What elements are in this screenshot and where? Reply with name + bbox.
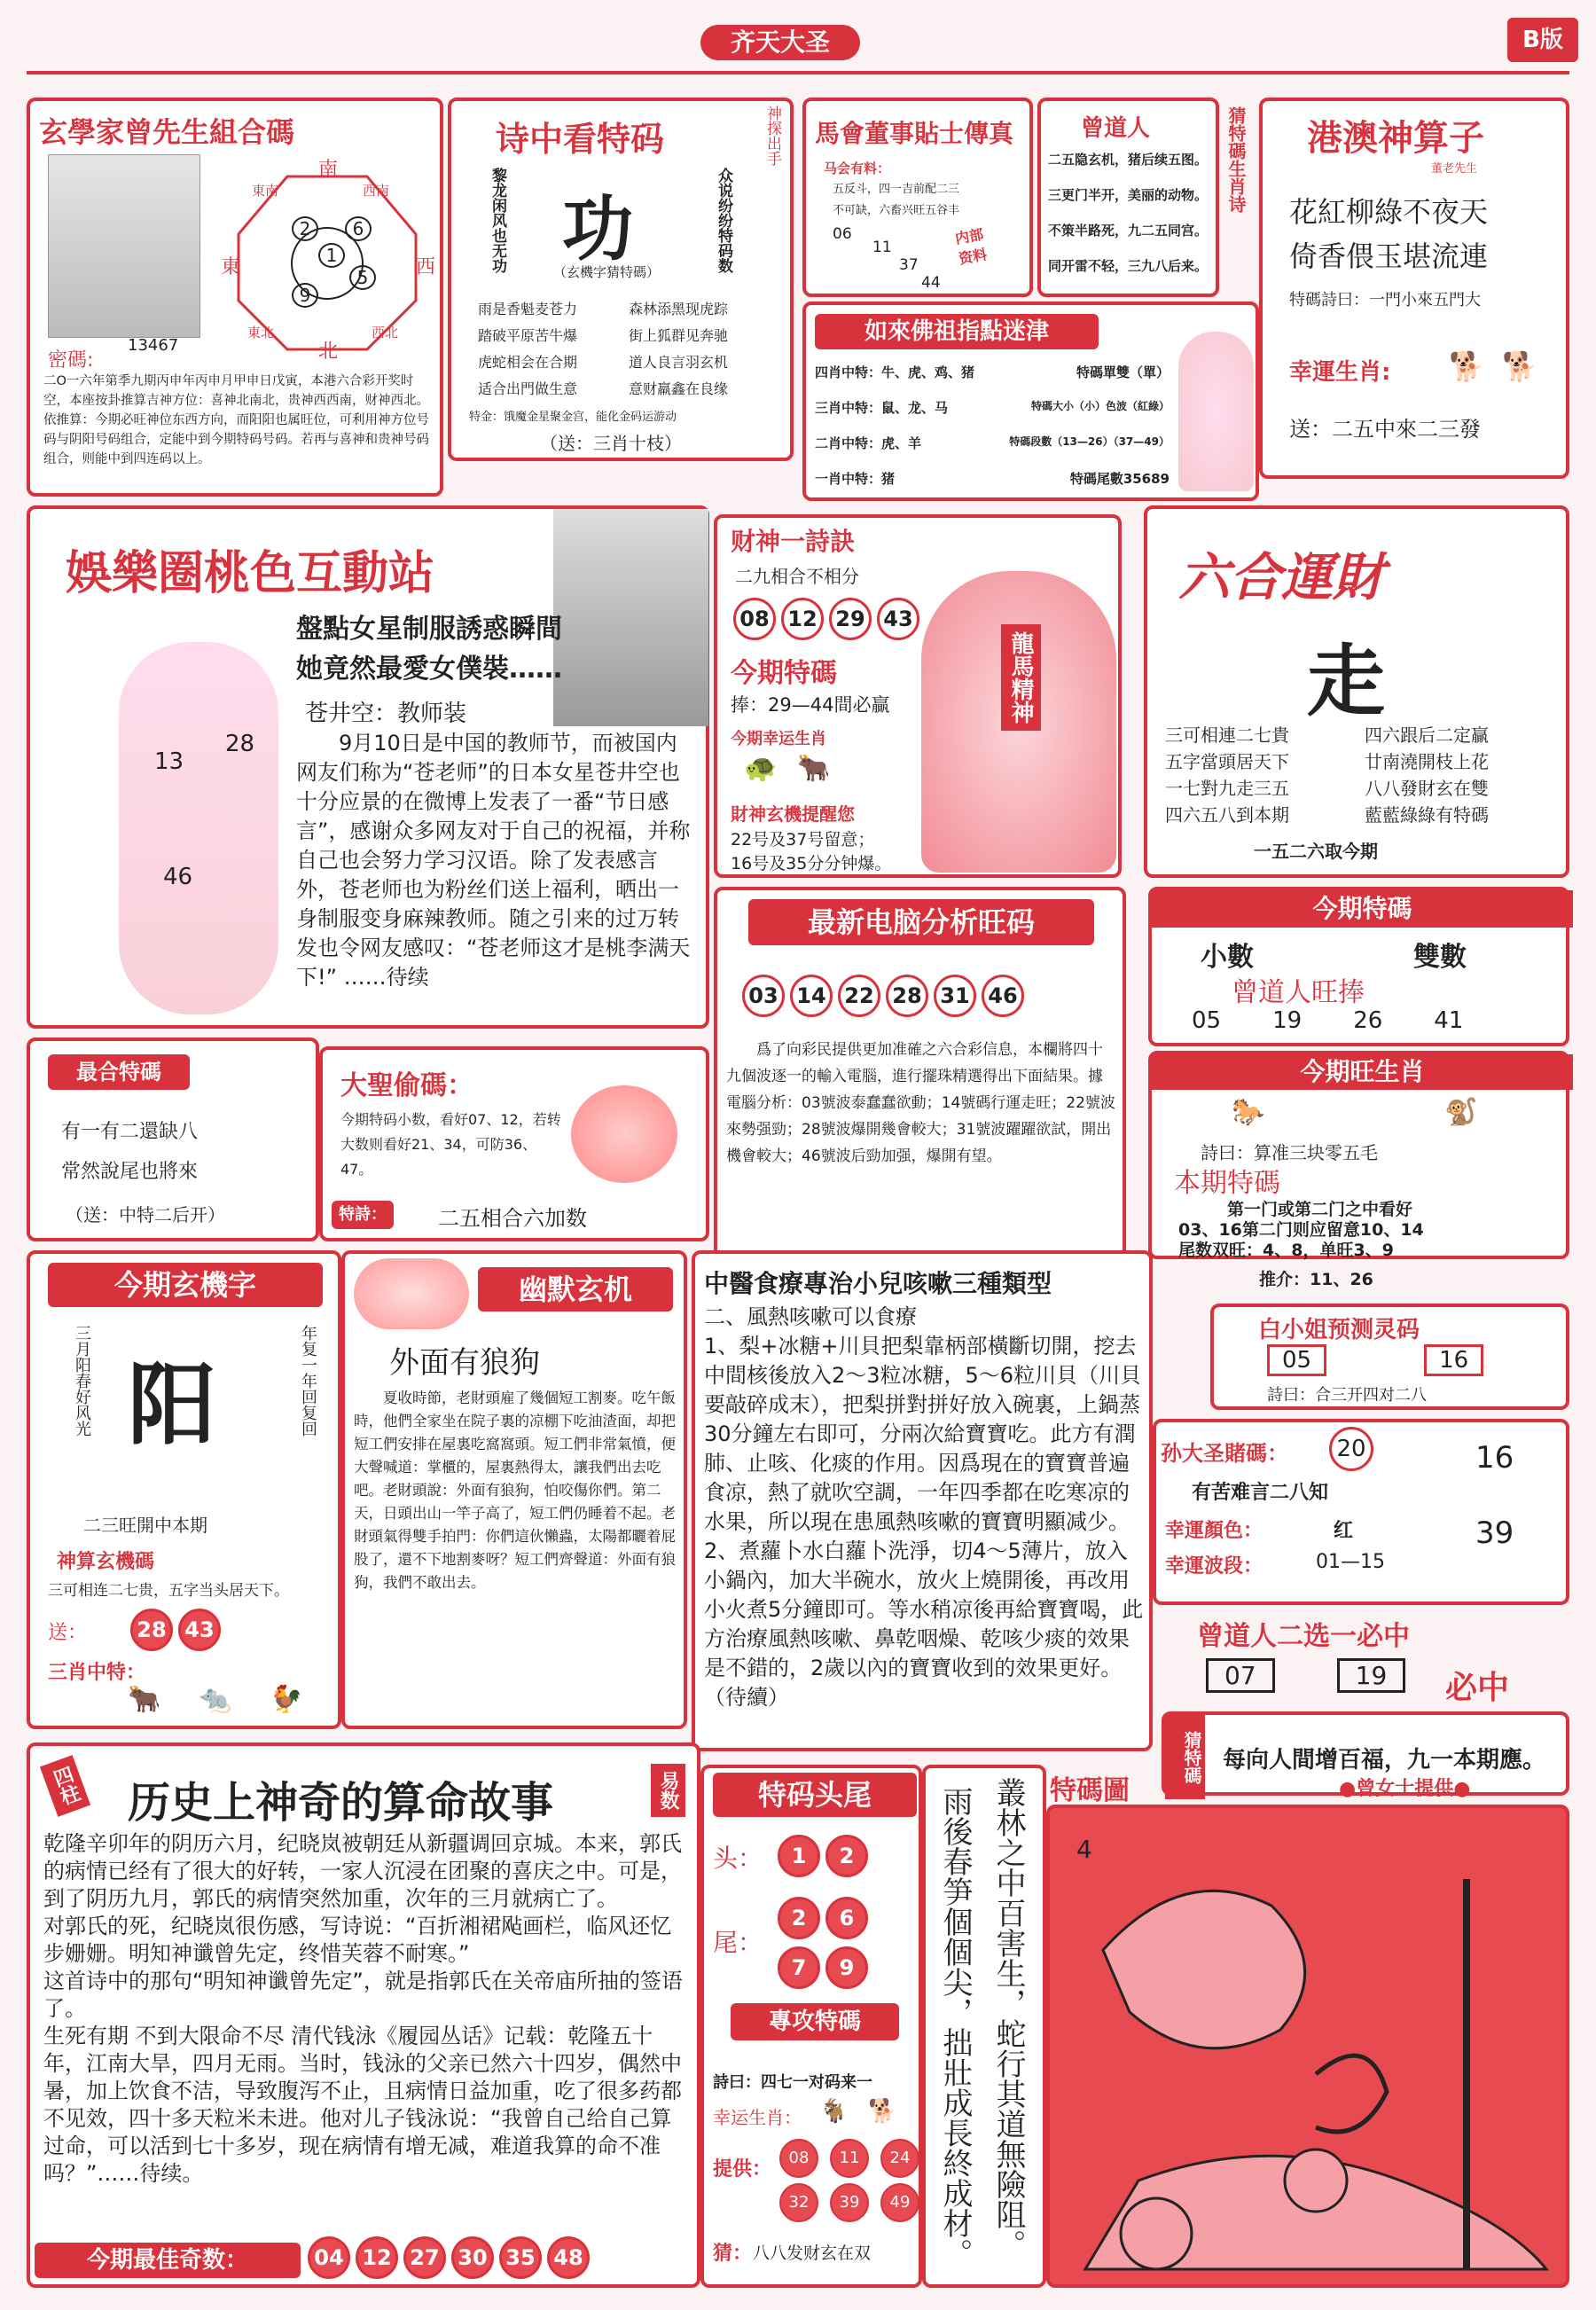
- box11-nums: [1192, 1007, 1463, 1034]
- box15-sub: 神算玄機碼: [57, 1551, 155, 1573]
- box23-provide: 提供：: [713, 2158, 772, 2181]
- number-ball: 08: [733, 598, 776, 640]
- box2-sub: 特金：饿魔金星聚金宫，能化金码运游动: [469, 411, 677, 424]
- poem-line: 八八發財玄在雙: [1365, 778, 1489, 799]
- box23-attack: 專攻特碼: [731, 2003, 899, 2040]
- box-vertical-poem: [922, 1765, 1046, 2288]
- number-ball: 29: [829, 598, 872, 640]
- box5-sign: 董老先生: [1431, 162, 1478, 176]
- box23-tail-label: 尾：: [713, 1928, 763, 1957]
- box23-tail: [775, 1897, 890, 1989]
- cartoon-faces: [354, 1258, 469, 1329]
- zodiac-rat-icon: 🐀: [199, 1684, 232, 1715]
- box23-head-label: 头：: [713, 1844, 763, 1873]
- number-ball: 46: [982, 975, 1024, 1017]
- box6-row-b: 特碼段數（13—26）（37—49）: [1009, 435, 1170, 448]
- box23-lucky: 幸运生肖：: [713, 2107, 802, 2128]
- box-zeng-combination: [27, 98, 443, 497]
- monkey-figure: [571, 1085, 677, 1183]
- box2-note: （玄機字猜特碼）: [553, 264, 661, 280]
- box12-sub: 本期特碼: [1174, 1168, 1280, 1199]
- box11-double: 雙數: [1413, 942, 1467, 973]
- figure-num: 46: [163, 864, 193, 890]
- box8-title: 财神一詩訣: [731, 527, 856, 556]
- box-monkey-code: [319, 1046, 709, 1241]
- portrait: [48, 154, 200, 338]
- number-ball: 39: [830, 2183, 869, 2222]
- box-computer-analysis: [714, 887, 1126, 1259]
- box2-send: （送：三肖十枝）: [540, 433, 682, 454]
- box19-color: 红: [1334, 1520, 1354, 1542]
- figure-bikini: [119, 642, 278, 1014]
- number: 07: [1206, 1658, 1275, 1693]
- box18-poem: 詩曰：合三开四对二八: [1267, 1386, 1427, 1405]
- number: 05: [1192, 1007, 1222, 1034]
- box-buddha-guide: [802, 301, 1259, 501]
- box3-num: 06: [833, 225, 852, 243]
- box-zodiac-hot: [1148, 1051, 1569, 1259]
- box7-head2: 她竟然最愛女僕裝……: [296, 654, 562, 685]
- box25-provider: ●曾女士提供●: [1339, 1778, 1471, 1800]
- number-ball: 31: [934, 975, 976, 1017]
- box9-poem: [1165, 722, 1564, 828]
- box15-shengxiao: 三肖中特：: [48, 1662, 146, 1684]
- box19-right-num: 39: [1475, 1515, 1514, 1551]
- number: 41: [1434, 1007, 1464, 1034]
- box17-body: 二、風熱咳嗽可以食療 1、梨+冰糖+川貝把梨靠柄部橫斷切開，挖去中間核後放入2～3粒冰糖，5～6粒川貝（川貝要敲碎成末），把梨拼對拼好放入碗裏，上鍋蒸30分鐘左右即可，分兩次給寶寶吃。此方有潤肺、止咳、化痰的作用。因爲現在的寶寶普遍食凉，熱了就吹空調，一年四季都在吃寒凉的水果，所以現在患風熱咳嗽的寶寶明顯减少。 2、煮蘿卜水白蘿卜洗淨，切4～5薄片，放入小鍋內，加大半碗水，放火上燒開後，再改用小火煮5分鐘即可。等水稍凉後再給寶寶喝，此方治療風熱咳嗽、鼻乾咽燥、乾咳少痰的效果是不錯的，2歲以內的寶寶收到的效果更好。（待續）: [704, 1304, 1144, 1710]
- box22-tag-left: 四柱: [40, 1755, 90, 1817]
- box3-stamp: 内部 资料: [953, 225, 989, 268]
- zodiac-goat-icon: 🐐: [819, 2098, 849, 2125]
- box22-title: 历史上神奇的算命故事: [128, 1778, 554, 1828]
- number-ball: 12: [356, 2236, 398, 2279]
- poem-line: 道人良言羽玄机: [629, 354, 729, 371]
- compass-sw: 西南: [363, 183, 390, 199]
- poem-line: 藍藍綠綠有特碼: [1365, 804, 1489, 826]
- box2-big-char: 功: [562, 188, 633, 270]
- box9-title: 六合運財: [1178, 547, 1385, 607]
- box4-title: 曾道人: [1081, 115, 1151, 142]
- box-miss-white: [1210, 1304, 1569, 1410]
- code-label: 密碼:: [48, 349, 94, 372]
- poem-line: 四六五八到本期: [1165, 804, 1289, 826]
- box6-row-a: 一肖中特：猪: [815, 471, 896, 487]
- box23-guess: 猜：: [713, 2243, 753, 2265]
- poem-line: 街上狐群见奔驰: [629, 327, 729, 344]
- box6-row: [815, 434, 1170, 452]
- box3-sub: 马会有料：: [824, 161, 891, 176]
- box21-text: 每向人間增百福，九一本期應。: [1223, 1747, 1546, 1774]
- box14-title: 大聖偷碼：: [340, 1070, 473, 1101]
- box3-line1: 五反斗，四一吉前配二三: [833, 183, 960, 196]
- box13-send: （送：中特二后开）: [66, 1204, 225, 1225]
- header-center: 齐天大圣: [700, 25, 860, 60]
- box11-sub: 曾道人旺捧: [1232, 977, 1365, 1008]
- box5-poem-line: 特碼詩曰：一門小來五門大: [1289, 291, 1481, 309]
- box12-line: 尾数双旺：4、8，单旺3、9: [1178, 1241, 1394, 1260]
- box16-head: 外面有狼狗: [389, 1345, 540, 1381]
- box3-num: 11: [872, 239, 892, 256]
- box15-send: 送：: [48, 1622, 88, 1644]
- number-ball: 24: [880, 2139, 919, 2178]
- box1-text: 二O一六年第季九期丙申年丙申月甲申日戊寅，本港六合彩开奖时空，本座按卦推算吉神方位：喜神北南北，贵神西西南，财神西北。依推算：今期必旺神位东西方向，而阳阳也属旺位，可利用神方位号码与阴阳号码组合，定能中到今期特码号码。若再与喜神和贵神号码组合，则能中到四连码以上。: [43, 374, 429, 466]
- box22-body: 乾隆辛卯年的阴历六月，纪晓岚被朝廷从新疆调回京城。本来，郭氏的病情已经有了很大的好转，一家人沉浸在团聚的喜庆之中。可是，到了阴历九月，郭氏的病情突然加重，次年的三月就病亡了。 对郭氏的死，纪晓岚很伤感，写诗说：“百折湘裙飐画栏，临风还忆步姗姗。明知神谶曾先定，终惜芙蓉不耐寒。” 这首诗中的那句“明知神谶曾先定”，就是指郭氏在关帝庙所抽的签语了。 生死有期 不到大限命不尽 清代钱泳《履园丛话》记载：乾隆五十年，江南大旱，四月无雨。当时，钱泳的父亲已然六十四岁，偶然中暑，加上饮食不洁，导致腹泻不止，且病情日益加重，吃了很多药都不见效，四十多天粒米未进。他对儿子钱泳说：“我曾自己给自己算过命，可以活到七十多岁，现在病情有增无减，难道我算的命不准吗？”……待续。: [43, 1831, 683, 2186]
- box8-remind: 22号及37号留意；: [731, 830, 875, 850]
- box14-tag: 特詩：: [332, 1201, 394, 1229]
- number-ball: 35: [499, 2236, 542, 2279]
- box7-sub: 苍井空：教师装: [305, 701, 467, 727]
- zodiac-rooster-icon: 🐓: [270, 1684, 303, 1715]
- box23-head: [775, 1835, 871, 1877]
- number-ball: 04: [308, 2236, 350, 2279]
- puzzle-illustration: [1050, 1808, 1566, 2284]
- box10-title: 最新电脑分析旺码: [748, 899, 1094, 945]
- zodiac-monkey-icon: 🐒: [1444, 1097, 1478, 1128]
- box6-row-a: 三肖中特：鼠、龙、马: [815, 400, 949, 416]
- box7-title: 娛樂圈桃色互動站: [66, 547, 435, 600]
- box12-title: 今期旺生肖: [1152, 1054, 1573, 1090]
- box9-big: 走: [1307, 636, 1386, 727]
- box2-poem: [478, 296, 779, 403]
- box17-title: 中醫食療專治小兒咳嗽三種類型: [704, 1269, 1052, 1298]
- compass-nw: 西北: [372, 325, 399, 341]
- box12-line-4: 推介：11、26: [1259, 1270, 1373, 1289]
- number-ball: 2: [778, 1897, 820, 1939]
- box4-side: 猜特碼生肖诗: [1225, 106, 1247, 213]
- box-monkey-king-bet: [1153, 1419, 1569, 1605]
- poem-line: 三可相連二七貴: [1165, 724, 1289, 746]
- box-hk-macau: [1259, 98, 1569, 479]
- box4-line: 不策半路死，九二五同宫。: [1048, 223, 1209, 239]
- box5-poem-2: 倚香偎玉堪流連: [1289, 239, 1489, 273]
- box22-best: [305, 2236, 592, 2279]
- box-board-tips: [802, 98, 1033, 297]
- box8-special-title: 今期特碼: [731, 658, 837, 689]
- box8-scroll: 龍馬精神: [1001, 624, 1041, 731]
- box6-row: [815, 363, 1170, 381]
- bagua-num-2: 2: [292, 216, 318, 241]
- box3-num: 37: [899, 256, 919, 274]
- box10-nums: [739, 975, 1027, 1017]
- compass-ne: 東北: [247, 325, 275, 341]
- box15-left: 三月阳春好风光: [73, 1325, 91, 1437]
- poem-line: 适合出門做生意: [478, 380, 578, 397]
- photo-woman: [553, 509, 708, 726]
- box24-col2: 叢林之中百害生，蛇行其道無險阻。: [990, 1777, 1026, 2259]
- box-head-tail: [700, 1765, 922, 2288]
- box19-color-label: 幸運顏色：: [1165, 1520, 1264, 1542]
- box25-num: 4: [1076, 1835, 1092, 1864]
- header-bar: [0, 18, 1596, 71]
- box-mystery-char: [27, 1250, 341, 1729]
- box19-right-num: 16: [1475, 1440, 1514, 1476]
- buddha-figure: [1178, 332, 1254, 491]
- box24-col1: 雨後春笋個個尖，拙壯成長終成材。: [937, 1786, 973, 2268]
- box6-row-a: 四肖中特：牛、虎、鸡、猪: [815, 364, 975, 380]
- box15-right: 年复一年回复回: [299, 1325, 317, 1437]
- box13-line: 常然說尾也將來: [61, 1161, 199, 1183]
- zodiac-ox-icon: 🐂: [797, 753, 831, 784]
- box11-small: 小數: [1201, 942, 1254, 973]
- box8-special: 捧：29—44間必贏: [731, 694, 890, 716]
- box2-title: 诗中看特码: [496, 120, 665, 159]
- number-ball: 1: [778, 1835, 820, 1877]
- poem-line: 廿南澆開枝上花: [1365, 751, 1489, 772]
- number-ball: 12: [781, 598, 824, 640]
- box6-row: [815, 398, 1170, 417]
- number-ball: 32: [779, 2183, 818, 2222]
- number-ball: 28: [130, 1609, 173, 1651]
- code-value: 13467: [128, 336, 179, 355]
- box15-line: 三可相连二七贵，五字当头居天下。: [48, 1582, 289, 1600]
- zodiac-dog-icon: 🐕: [1502, 349, 1537, 383]
- number: 19: [1337, 1658, 1406, 1693]
- box23-nums: [779, 2139, 926, 2222]
- number-ball: 6: [825, 1897, 868, 1939]
- bagua-num-5: 5: [349, 265, 376, 290]
- box-liuhe-fortune: [1144, 505, 1569, 878]
- box8-remind-title: 財神玄機提醒您: [731, 803, 855, 825]
- box6-title: 如來佛祖指點迷津: [815, 314, 1099, 349]
- box-wealth-god: [714, 514, 1122, 878]
- box3-line2: 不可缺，六畜兴旺五谷丰: [833, 204, 960, 217]
- box16-body: 夏收時節，老財頭雇了幾個短工割麥。吃午飯時，他們全家坐在院子裏的凉棚下吃油渣面，却把短工們安排在屋裏吃窩窩頭。短工們非常氣憤，便大聲喊道：掌櫃的，屋裏熱得太，讓我們出去吃吧。老財頭說：外面有狼狗，怕咬傷你們。第二天，日頭出山一竿子高了，短工們仍睡着不起。老財頭氣得雙手拍門：你們這伙懶蟲，太陽都曬着屁股了，還不下地割麥呀？短工們齊聲道：外面有狼狗，我們不敢出去。: [354, 1390, 676, 1591]
- box6-row-b: 特碼大小（小）色波（紅綠）: [1030, 400, 1170, 412]
- number-ball: 14: [790, 975, 833, 1017]
- box15-big: 阳: [128, 1353, 216, 1457]
- figure-num: 28: [225, 731, 255, 757]
- compass-w: 西: [416, 256, 436, 278]
- box10-body: 爲了向彩民提供更加准確之六合彩信息，本欄將四十九個波逐一的輸入電腦，進行擺珠精選得出下面結果。據電腦分析：03號波泰蠢蠢欲動；14號碼行運走旺；22號波來勢强勁；28號波爆開幾會較大；31號波躍躍欲試，開出機會較大；46號波后勁加强，爆開有望。: [726, 1041, 1115, 1165]
- zodiac-ox-icon: 🐂: [128, 1684, 161, 1715]
- number-ball: 11: [830, 2139, 869, 2178]
- number-ball: 2: [825, 1835, 868, 1877]
- figure-num: 13: [154, 748, 184, 775]
- box6-row-b: 特碼尾數35689: [1069, 471, 1170, 487]
- number-ball: 30: [451, 2236, 494, 2279]
- box-humor: [341, 1250, 687, 1729]
- compass-e: 東: [221, 256, 241, 278]
- number-ball: 43: [178, 1609, 221, 1651]
- poem-line: 踏破平原苦牛爆: [478, 327, 578, 344]
- poem-line: 意财羸鑫在良缘: [629, 380, 729, 397]
- box14-poem: 二五相合六加数: [438, 1206, 587, 1231]
- compass-se: 東南: [252, 183, 279, 199]
- box8-remind: 16号及35分分钟爆。: [731, 854, 892, 873]
- box13-title: 最合特碼: [48, 1054, 190, 1090]
- header-corner: B版: [1507, 18, 1578, 62]
- number-ball: 03: [742, 975, 785, 1017]
- box-entertainment: [27, 505, 709, 1029]
- box8-poem: 二九相合不相分: [735, 566, 859, 587]
- box19-first: 20: [1329, 1427, 1373, 1471]
- box-this-special: [1148, 887, 1569, 1046]
- box19-line: 有苦难言二八知: [1192, 1482, 1329, 1504]
- number-ball: 49: [880, 2183, 919, 2222]
- box14-text: 今期特码小数，看好07、12，若转大数则看好21、34，可防36、47。: [340, 1111, 561, 1178]
- number-ball: 7: [778, 1946, 820, 1989]
- box22-best-label: 今期最佳奇数：: [35, 2243, 301, 2278]
- box13-line: 有一有二還缺八: [61, 1121, 199, 1143]
- box16-title: 幽默玄机: [478, 1267, 673, 1312]
- number-ball: 08: [779, 2139, 818, 2178]
- box25-title: 特碼圖: [1050, 1775, 1130, 1806]
- box15-title: 今期玄機字: [48, 1263, 323, 1307]
- box18-nums: [1267, 1344, 1483, 1376]
- box22-tag-right: 易数: [651, 1764, 685, 1817]
- box-poem-special: [448, 98, 794, 461]
- bagua-num-9: 9: [292, 283, 318, 308]
- box1-title: 玄學家曾先生組合碼: [39, 115, 295, 149]
- box20-nums: [1206, 1658, 1405, 1693]
- box-pick-one: [1162, 1609, 1569, 1707]
- box19-wave-label: 幸運波段：: [1165, 1555, 1264, 1578]
- box7-head1: 盤點女星制服誘惑瞬間: [296, 614, 562, 645]
- number: 05: [1267, 1344, 1326, 1376]
- number: 26: [1353, 1007, 1383, 1034]
- box20-tail: 必中: [1445, 1670, 1510, 1706]
- poem-line: 雨是香魁麦苍力: [478, 301, 578, 317]
- number-ball: 27: [403, 2236, 446, 2279]
- box2-left-vert: 黎龙闲风也无功: [489, 168, 506, 273]
- number-ball: 43: [877, 598, 919, 640]
- box19-wave: 01—15: [1316, 1551, 1385, 1573]
- zodiac-turtle-icon: 🐢: [744, 753, 778, 784]
- box6-row-a: 二肖中特：虎、羊: [815, 435, 922, 451]
- box9-bottom: 一五二六取今期: [1254, 841, 1378, 862]
- box5-send: 送：二五中來二三發: [1289, 417, 1481, 442]
- number-ball: 48: [547, 2236, 590, 2279]
- zodiac-dog-icon: 🐕: [1449, 349, 1484, 383]
- header-rule: [27, 71, 1569, 74]
- zodiac-horse-icon: 🐎: [1232, 1097, 1265, 1128]
- box12-line: 第一门或第二门之中看好: [1227, 1200, 1413, 1219]
- box5-poem-1: 花紅柳綠不夜天: [1289, 195, 1489, 229]
- box3-num: 44: [921, 274, 941, 292]
- box23-poem: 詩曰：四七一对码来一: [713, 2073, 872, 2092]
- box15-bottom: 二三旺開中本期: [83, 1515, 207, 1536]
- box12-line: 03、16第二门则应留意10、14: [1178, 1220, 1424, 1240]
- box2-side: 神探出手: [763, 106, 781, 166]
- poem-line: 四六跟后二定贏: [1365, 724, 1489, 746]
- box18-title: 白小姐预测灵码: [1258, 1317, 1420, 1343]
- box-medicine: [692, 1250, 1153, 1751]
- poem-line: 虎蛇相会在合期: [478, 354, 578, 371]
- box-zeng-daoren: [1037, 98, 1219, 297]
- number: 19: [1272, 1007, 1303, 1034]
- box21-side: 猜特碼: [1165, 1715, 1205, 1799]
- box2-right-vert: 众说纷纷特码数: [715, 168, 732, 273]
- box-history-story: [27, 1742, 700, 2288]
- box19-title: 孙大圣賭碼：: [1161, 1441, 1288, 1466]
- bagua-num-1: 1: [318, 243, 345, 268]
- box7-body: 9月10日是中国的教师节，而被国内网友们称为“苍老师”的日本女星苍井空也十分应景的在微博上发表了一番“节日感言”，感谢众多网友对于自己的祝福，并称自己也会努力学习汉语。除了发表感言外，苍老师也为粉丝们送上福利，晒出一身制服变身麻辣教师。随之引来的过万转发也令网友感叹：“苍老师这才是桃李满天下!” ……待续: [296, 731, 691, 990]
- number-ball: 22: [838, 975, 880, 1017]
- box5-lucky-label: 幸運生肖:: [1289, 359, 1391, 386]
- compass-s: 南: [318, 159, 339, 181]
- box12-poem: 詩曰：算准三块零五毛: [1201, 1142, 1378, 1163]
- poem-line: 五字當頭居天下: [1165, 751, 1289, 772]
- poem-line: 一七對九走三五: [1165, 778, 1289, 799]
- box20-title: 曾道人二选一必中: [1197, 1621, 1410, 1652]
- box23-guess-text: 八八发财玄在双: [753, 2243, 872, 2263]
- box3-title: 馬會董事貼士傳真: [815, 119, 1014, 148]
- box6-row-b: 特碼單雙（單）: [1076, 364, 1170, 380]
- box15-nums: [128, 1609, 223, 1651]
- zodiac-dog-icon: 🐕: [868, 2098, 897, 2125]
- box8-lucky: 今期幸运生肖: [731, 730, 826, 748]
- bagua-num-6: 6: [345, 216, 372, 241]
- poem-line: 森林添黑现虎踪: [629, 301, 729, 317]
- box4-line: 同开雷不轻，三九八后来。: [1048, 258, 1209, 274]
- compass-n: 北: [318, 341, 339, 363]
- box23-title: 特码头尾: [713, 1773, 917, 1817]
- box6-row: [815, 469, 1170, 488]
- number: 16: [1424, 1344, 1483, 1376]
- box8-nums: [731, 598, 922, 640]
- box4-line: 二五隐玄机，猪后续五图。: [1048, 152, 1209, 168]
- box4-line: 三更门半开，美丽的动物。: [1048, 187, 1209, 203]
- box11-title: 今期特碼: [1152, 890, 1573, 928]
- box5-title: 港澳神算子: [1307, 118, 1484, 159]
- number-ball: 28: [886, 975, 928, 1017]
- number-ball: 9: [825, 1946, 868, 1989]
- box-best-special: [27, 1038, 319, 1241]
